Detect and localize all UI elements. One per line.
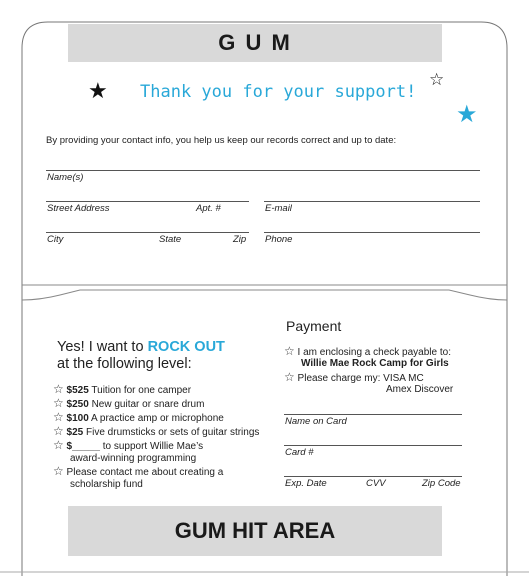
gum-strip-top [68,24,442,62]
payment-payee: Willie Mae Rock Camp for Girls [301,358,449,369]
star-checkbox-icon[interactable]: ☆ [53,424,64,438]
name-line [46,170,480,171]
city-line [46,232,249,233]
city-field-label: City [47,234,64,245]
card-number-line [284,445,462,446]
gum-strip-bottom [68,506,442,556]
pledge-levels [53,383,283,491]
star-checkbox-icon[interactable]: ☆ [53,410,64,424]
exp-label: Exp. Date [285,478,327,489]
level-scholarship-cont: scholarship fund [70,479,143,490]
email-line [264,201,480,202]
card-zip-label: Zip Code [422,478,461,489]
cvv-label: CVV [366,478,386,489]
name-field-label: Name(s) [47,172,84,183]
street-field-label: Street Address [47,203,110,214]
apt-field-label: Apt. # [196,203,221,214]
payment-charge[interactable]: ☆ Please charge my: VISA MC [284,370,424,384]
star-checkbox-icon[interactable]: ☆ [284,370,295,384]
email-field-label: E-mail [265,203,292,214]
phone-field-label: Phone [265,234,293,245]
thank-you-heading: Thank you for your support! [140,82,417,102]
star-icon: ★ [88,78,108,103]
level-100[interactable]: ☆ $100 A practice amp or microphone [53,410,224,424]
intro-text: By providing your contact info, you help us keep our records correct and up to date: [46,135,397,146]
level-custom-cont: award-winning programming [70,453,197,464]
card-name-label: Name on Card [285,416,347,427]
gum-hit-area-label: GUM HIT AREA [174,518,336,543]
star-checkbox-icon[interactable]: ☆ [53,438,64,452]
star-icon: ★ [456,101,478,128]
star-checkbox-icon[interactable]: ☆ [53,382,64,396]
gum-label: G U M [218,30,292,55]
state-field-label: State [159,234,182,245]
street-line [46,201,249,202]
level-525[interactable]: ☆ $525 Tuition for one camper [53,382,192,396]
star-outline-icon: ☆ [429,70,445,89]
level-scholarship[interactable]: ☆ Please contact me about creating a [53,464,224,478]
card-number-label: Card # [285,447,314,458]
star-checkbox-icon[interactable]: ☆ [53,396,64,410]
payment-heading: Payment [286,318,342,334]
payment-charge-cont: Amex Discover [386,384,454,395]
payment-check[interactable]: ☆ I am enclosing a check payable to: [284,344,451,358]
level-250[interactable]: ☆ $250 New guitar or snare drum [53,396,205,410]
exp-line [284,476,462,477]
phone-line [264,232,480,233]
level-25[interactable]: ☆ $25 Five drumsticks or sets of guitar strings [53,424,260,438]
star-checkbox-icon[interactable]: ☆ [53,464,64,478]
level-custom[interactable]: ☆ $_____ to support Willie Mae’s [53,438,204,452]
star-checkbox-icon[interactable]: ☆ [284,344,295,358]
card-name-line [284,414,462,415]
zip-field-label: Zip [233,234,247,245]
pledge-heading: Yes! I want to ROCK OUT at the following level: [57,339,225,372]
